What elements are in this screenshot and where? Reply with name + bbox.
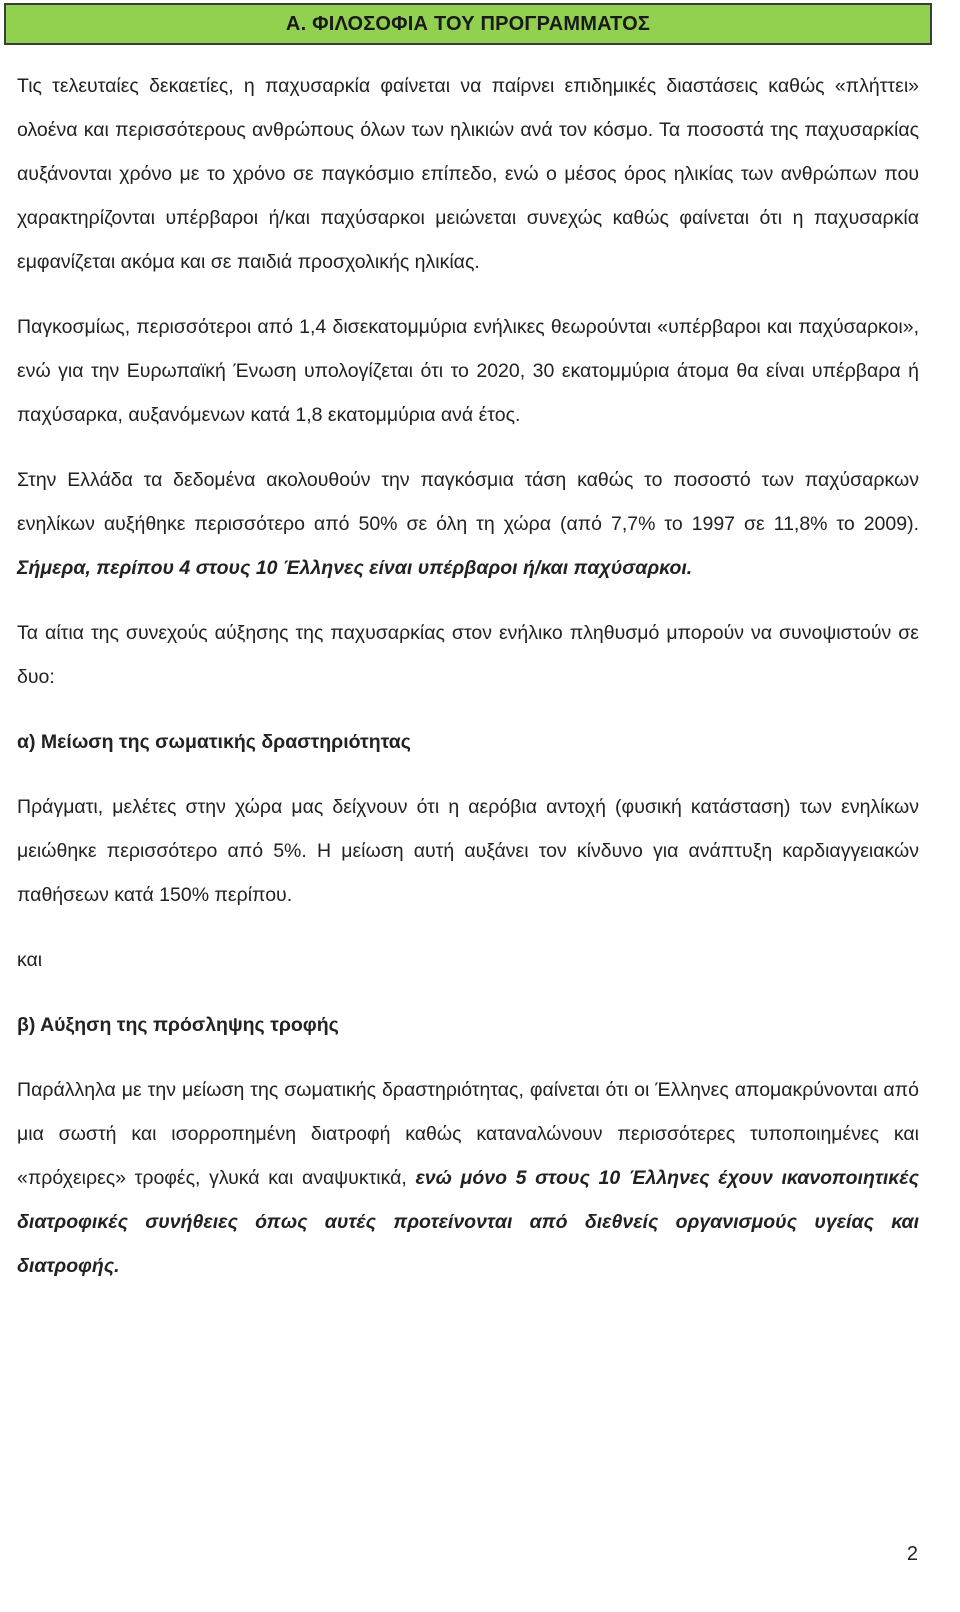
- section-title: Α. ΦΙΛΟΣΟΦΙΑ ΤΟΥ ΠΡΟΓΡΑΜΜΑΤΟΣ: [285, 12, 651, 35]
- greece-stats-text: Στην Ελλάδα τα δεδομένα ακολουθούν την παγκόσμια τάση καθώς το ποσοστό των παχύσαρκων ενηλίκων αυξήθηκε περισσότερο από 50% σε όλη τη χώρα (από 7,7% το 1997 σε 11,8% το 2009).: [17, 469, 919, 535]
- paragraph-diet: [17, 1068, 919, 1288]
- heading-food-intake: β) Αύξηση της πρόσληψης τροφής: [17, 1014, 339, 1036]
- conjunction-text: και: [17, 949, 43, 971]
- paragraph-greece-stats: [17, 458, 919, 590]
- paragraph-global-stats: Παγκοσμίως, περισσότεροι από 1,4 δισεκατομμύρια ενήλικες θεωρούνται «υπέρβαροι και παχύσαρκοι», ενώ για την Ευρωπαϊκή Ένωση υπολογίζεται ότι το 2020, 30 εκατομμύρια άτομα θα είναι υπέρβαρα ή παχύσαρκα, αυξανόμενων κατά 1,8 εκατομμύρια ανά έτος.: [17, 316, 919, 426]
- document-body: [17, 64, 919, 1288]
- page-number: 2: [906, 1543, 918, 1565]
- paragraph-intro: Τις τελευταίες δεκαετίες, η παχυσαρκία φαίνεται να παίρνει επιδημικές διαστάσεις καθώς «πλήττει» ολοένα και περισσότερους ανθρώπους όλων των ηλικιών ανά τον κόσμο. Τα ποσοστά της παχυσαρκίας αυξάνονται χρόνο με το χρόνο σε παγκόσμιο επίπεδο, ενώ ο μέσος όρος ηλικίας των ανθρώπων που χαρακτηρίζονται υπέρβαροι ή/και παχύσαρκοι μειώνεται συνεχώς καθώς φαίνεται ότι η παχυσαρκία εμφανίζεται ακόμα και σε παιδιά προσχολικής ηλικίας.: [17, 75, 919, 273]
- diet-text: Παράλληλα με την μείωση της σωματικής δραστηριότητας, φαίνεται ότι οι Έλληνες απομακρύνονται από μια σωστή και ισορροπημένη διατροφή καθώς καταναλώνουν περισσότερες τυποποιημένες και «πρόχειρες» τροφές, γλυκά και αναψυκτικά,: [17, 1079, 919, 1189]
- paragraph-causes: Τα αίτια της συνεχούς αύξησης της παχυσαρκίας στον ενήλικο πληθυσμό μπορούν να συνοψιστούν σε δυο:: [17, 622, 919, 688]
- section-title-bar: [4, 3, 932, 45]
- paragraph-fitness: Πράγματι, μελέτες στην χώρα μας δείχνουν ότι η αερόβια αντοχή (φυσική κατάσταση) των ενηλίκων μειώθηκε περισσότερο από 5%. Η μείωση αυτή αυξάνει τον κίνδυνο για ανάπτυξη καρδιαγγειακών παθήσεων κατά 150% περίπου.: [17, 796, 919, 906]
- diet-emphasis: ενώ μόνο 5 στους 10 Έλληνες έχουν ικανοποιητικές διατροφικές συνήθειες όπως αυτές προτείνονται από διεθνείς οργανισμούς υγείας και διατροφής.: [17, 1167, 919, 1277]
- heading-physical-activity: α) Μείωση της σωματικής δραστηριότητας: [17, 731, 411, 753]
- greece-stats-emphasis: Σήμερα, περίπου 4 στους 10 Έλληνες είναι υπέρβαροι ή/και παχύσαρκοι.: [17, 557, 693, 579]
